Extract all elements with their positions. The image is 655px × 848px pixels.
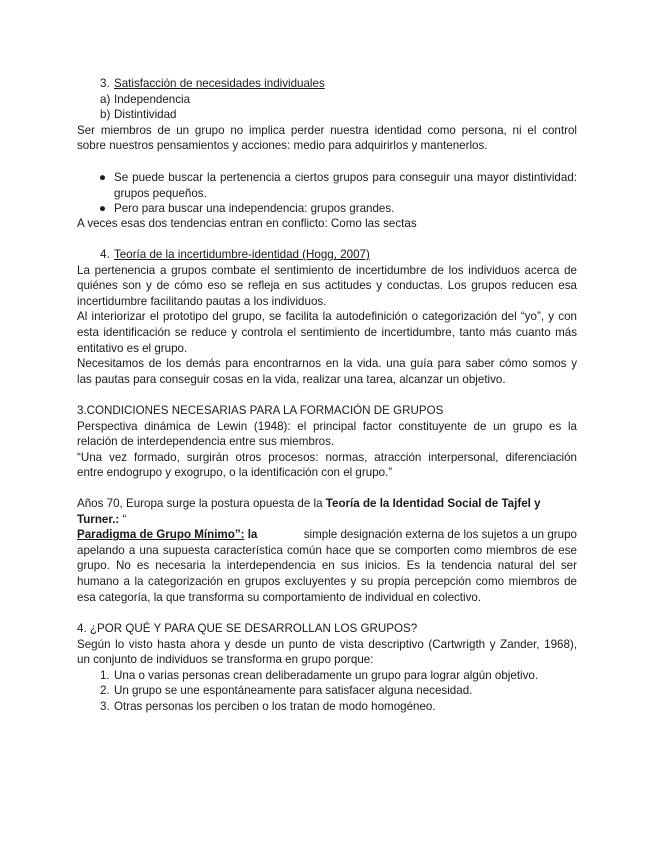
sub-item-b bbox=[77, 107, 577, 123]
paragraph-line: Perspectiva dinámica de Lewin (1948): el principal factor constituyente de un grupo es la bbox=[77, 419, 577, 433]
list-item-text: Un grupo se une espontáneamente para satisfacer alguna necesidad. bbox=[114, 684, 473, 698]
bullet-item bbox=[77, 170, 577, 201]
pgm-la: la bbox=[244, 528, 258, 542]
bullet-list bbox=[77, 170, 577, 217]
paragraph-line: apelando a una supuesta característica común hace que se comporten como miembros de ese bbox=[77, 543, 577, 557]
paragraph-line: esta identificación se reduce y controla el sentimiento de incertidumbre, tanto más cuanto más bbox=[77, 325, 577, 339]
heading-text: Satisfacción de necesidades individuales bbox=[114, 77, 325, 90]
paragraph-line: “Una vez formado, surgirán otros procesos: normas, atracción interpersonal, diferenciación bbox=[77, 450, 577, 464]
heading-incertidumbre bbox=[77, 247, 577, 263]
sub-item-text: Independencia bbox=[114, 92, 191, 106]
list-item bbox=[77, 668, 577, 684]
heading-text: Teoría de la incertidumbre-identidad (Hogg, 2007) bbox=[114, 248, 370, 261]
list-item-text: Una o varias personas crean deliberadamente un grupo para lograr algún objetivo. bbox=[114, 668, 539, 682]
heading-number: 4. bbox=[100, 248, 110, 261]
pgm-first-line bbox=[77, 527, 577, 543]
paragraph-line: humano a la categorización en grupos excluyentes y su propia percepción como miembros de bbox=[77, 574, 577, 588]
tajfel-authors: Turner.: bbox=[77, 512, 120, 526]
paragraph-line: La pertenencia a grupos combate el sentimiento de incertidumbre de los individuos acerca de bbox=[77, 263, 577, 277]
paragraph-line: entre endogrupo y exogrupo, o la identificación con el grupo.” bbox=[77, 466, 393, 480]
tajfel-theory-name: Teoría de la Identidad Social de Tajfel y bbox=[325, 497, 541, 510]
bullet-text-line: Pero para buscar una independencia: grupos grandes. bbox=[114, 202, 395, 216]
list-item-number: 2. bbox=[100, 684, 110, 698]
sub-item-label: a) bbox=[100, 92, 111, 106]
bullet-text-line: Se puede buscar la pertenencia a ciertos grupos para conseguir una mayor distintividad: bbox=[114, 171, 577, 184]
paragraph-line: relación de interdependencia entre sus miembros. bbox=[77, 435, 335, 449]
bullet-dot-icon: ● bbox=[99, 171, 107, 184]
conflict-line: A veces esas dos tendencias entran en conflicto: Como las sectas bbox=[77, 217, 417, 230]
heading-number: 3. bbox=[100, 77, 110, 90]
list-item bbox=[77, 699, 577, 715]
sub-item-text: Distintividad bbox=[114, 108, 177, 122]
paragraph-line: grupo. No es necesaria la interdependencia en sus inicios. Es la tendencia natural del ser bbox=[77, 559, 577, 573]
open-quote: “ bbox=[119, 512, 127, 526]
sub-item-a bbox=[77, 92, 577, 108]
tajfel-line-text: Años 70, Europa surge la postura opuesta de la bbox=[77, 497, 326, 510]
section-condiciones bbox=[77, 403, 577, 481]
paragraph-line: esa categoría, la que transforma su comportamiento de individual en colectivo. bbox=[77, 590, 482, 604]
list-item-number: 1. bbox=[100, 668, 110, 682]
tajfel-line bbox=[77, 512, 577, 528]
heading-condiciones: 3.CONDICIONES NECESARIAS PARA LA FORMACIÓN DE GRUPOS bbox=[77, 404, 444, 417]
heading-por-que: 4. ¿POR QUÉ Y PARA QUE SE DESARROLLAN LOS GRUPOS? bbox=[77, 622, 418, 635]
paragraph-line: incertidumbre facilitando pautas a los individuos. bbox=[77, 294, 327, 308]
paragraph-line: Según lo visto hasta ahora y desde un punto de vista descriptivo (Cartwrigth y Zander, 1968), bbox=[77, 637, 577, 651]
paragraph-line: quiénes son y de cómo eso se refleja en sus actitudes y conductas. Los grupos reducen esa bbox=[77, 279, 577, 293]
sub-item-label: b) bbox=[100, 108, 111, 122]
pgm-term: Paradigma de Grupo Mínimo”: bbox=[77, 528, 245, 542]
section-por-que bbox=[77, 621, 577, 715]
bullet-dot-icon: ● bbox=[99, 202, 107, 216]
paragraph-line: entitativo es el grupo. bbox=[77, 341, 188, 355]
heading-satisfaccion bbox=[77, 76, 577, 92]
section-incertidumbre bbox=[77, 247, 577, 387]
paragraph-line: Necesitamos de los demás para encontrarnos en la vida. una guía para saber cómo somos y bbox=[77, 357, 577, 371]
paragraph-line: las pautas para conseguir cosas en la vida, realizar una tarea, alcanzar un objetivo. bbox=[77, 372, 506, 386]
list-item-number: 3. bbox=[100, 699, 110, 713]
tajfel-line bbox=[77, 496, 577, 512]
section-tajfel bbox=[77, 496, 577, 605]
paragraph-line: un conjunto de individuos se transforma en grupo porque: bbox=[77, 653, 374, 667]
paragraph-line: Al interiorizar el prototipo del grupo, se facilita la autodefinición o categorización del “yo”, y con bbox=[77, 310, 577, 324]
bullet-item bbox=[77, 201, 577, 217]
list-item-text: Otras personas los perciben o los tratan de modo homogéneo. bbox=[114, 699, 436, 713]
section-satisfaccion bbox=[77, 76, 577, 154]
paragraph-line: Ser miembros de un grupo no implica perder nuestra identidad como persona, ni el control bbox=[77, 123, 577, 137]
list-item bbox=[77, 683, 577, 699]
pgm-rest: simple designación externa de los sujetos a un grupo bbox=[303, 528, 577, 542]
paragraph-line: sobre nuestros pensamientos y acciones: medio para adquirirlos y mantenerlos. bbox=[77, 139, 488, 153]
bullet-text-line: grupos pequeños. bbox=[114, 186, 207, 200]
